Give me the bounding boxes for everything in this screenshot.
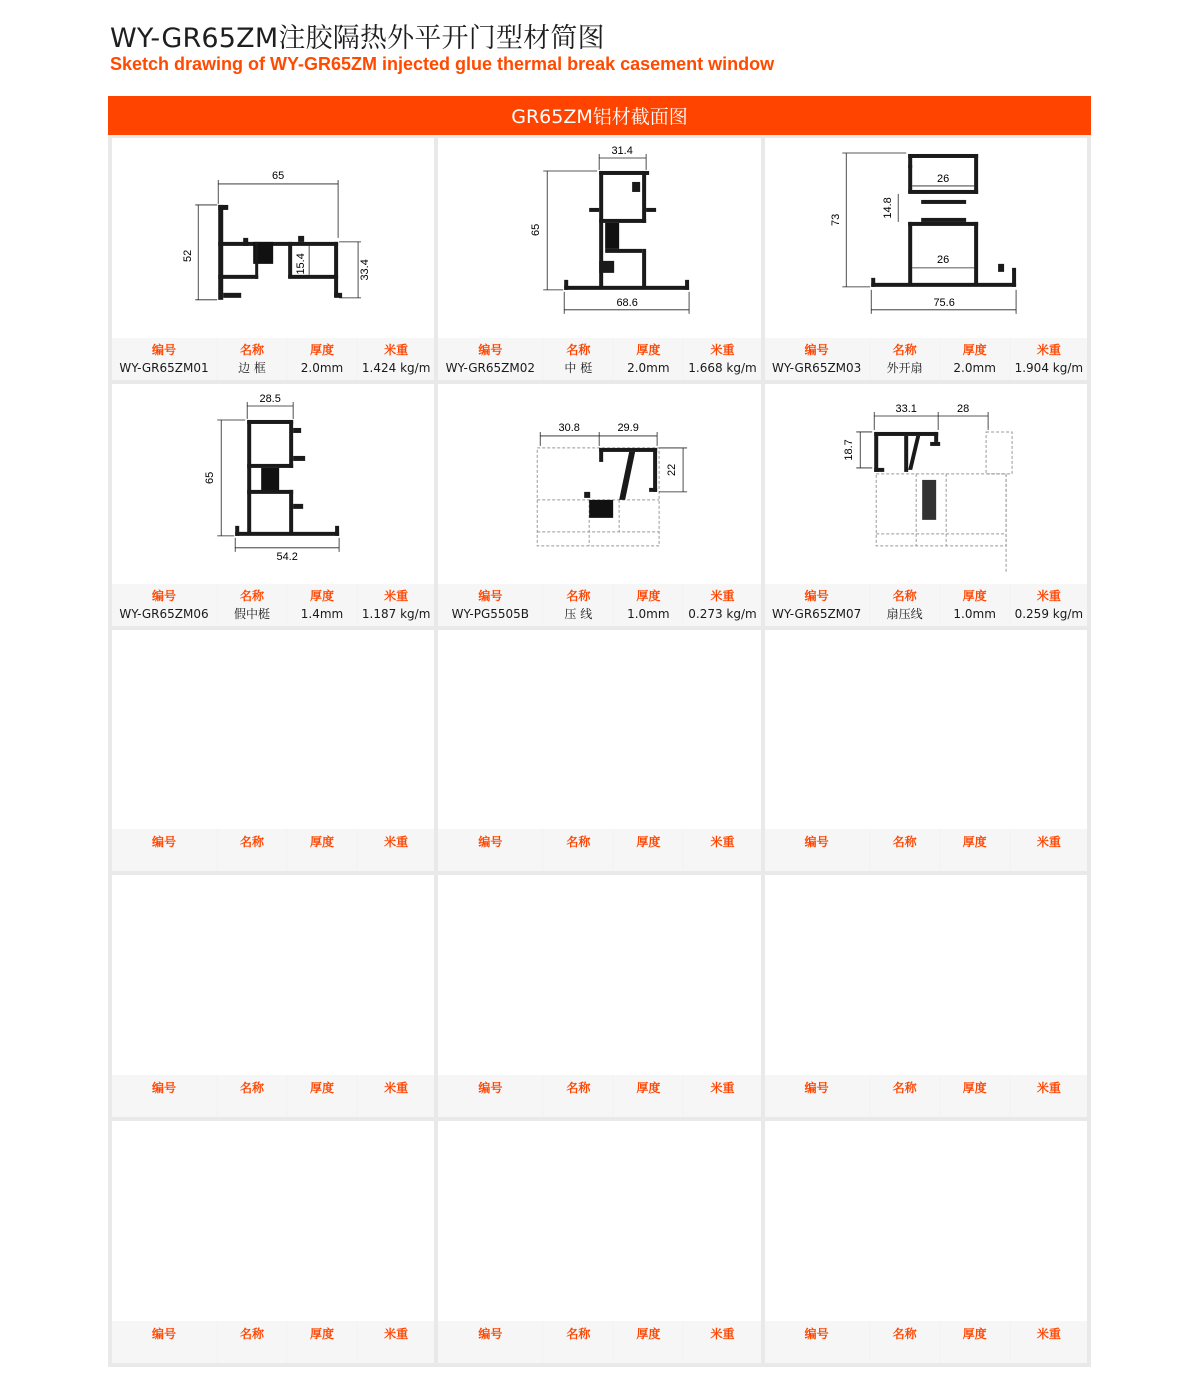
weight-header: 米重: [384, 1327, 409, 1341]
code-header: 编号: [478, 342, 503, 357]
dim-label: 65: [204, 471, 217, 484]
name-header: 名称: [892, 342, 917, 357]
thickness-value: 1.4mm: [300, 606, 344, 621]
profile-info-row: [438, 338, 760, 380]
name-header: 名称: [566, 342, 591, 357]
dim-label: 68.6: [616, 296, 639, 309]
name-header: 名称: [239, 1081, 264, 1096]
dim-label: 65: [272, 169, 285, 182]
weight-header: 米重: [710, 1327, 735, 1341]
weight-header: 米重: [710, 835, 735, 850]
code-header: 编号: [478, 835, 503, 850]
weight-header: 米重: [1036, 1081, 1061, 1096]
dim-label: 26: [936, 253, 949, 266]
dim-label: 28.5: [259, 392, 281, 405]
weight-header: 米重: [1036, 835, 1061, 850]
thickness-header: 厚度: [636, 342, 661, 357]
dim-label: 22: [666, 463, 679, 476]
thickness-header: 厚度: [309, 1081, 334, 1096]
thickness-value: 2.0mm: [953, 360, 996, 375]
weight-header: 米重: [1036, 588, 1061, 603]
thickness-value: 1.0mm: [627, 606, 670, 621]
weight-value: 1.424 kg/m: [361, 360, 431, 375]
empty-profile-card: [765, 630, 1087, 872]
profile-info-row: [112, 584, 434, 626]
dim-label: 52: [182, 249, 195, 262]
name-value: 外开扇: [886, 360, 923, 375]
name-value: 边 框: [238, 360, 266, 375]
dim-label: 33.4: [359, 259, 372, 281]
code-value: WY-GR65ZM03: [772, 360, 862, 375]
dim-label: 75.6: [933, 296, 955, 309]
code-header: 编号: [478, 1327, 503, 1341]
profile-sketch-07: [765, 384, 1087, 584]
weight-header: 米重: [710, 588, 735, 603]
weight-header: 米重: [710, 342, 735, 357]
profile-info-row: [765, 584, 1087, 626]
section-banner: [108, 96, 1091, 135]
profile-card: [438, 138, 760, 380]
name-value: 中 梃: [564, 360, 593, 375]
profile-card: [112, 384, 434, 626]
dim-label: 30.8: [558, 421, 581, 434]
profile-sketch-03: [765, 138, 1087, 338]
profile-info-row: [438, 584, 760, 626]
code-header: 编号: [804, 835, 829, 850]
dim-label: 28: [956, 402, 969, 415]
name-header: 名称: [566, 835, 591, 850]
dim-label: 54.2: [276, 550, 298, 563]
weight-value: 1.904 kg/m: [1014, 360, 1084, 375]
profile-card: [765, 384, 1087, 626]
weight-header: 米重: [384, 1081, 409, 1096]
profile-drawing: [438, 384, 760, 584]
dim-label: 31.4: [611, 144, 634, 157]
thickness-header: 厚度: [309, 342, 334, 357]
profile-sketch-06: [112, 384, 434, 584]
empty-profile-card: [765, 1121, 1087, 1363]
weight-value: 1.187 kg/m: [361, 606, 431, 621]
profile-sketch-pg5505b: [438, 384, 760, 584]
code-value: WY-GR65ZM01: [119, 360, 209, 375]
weight-header: 米重: [1036, 342, 1061, 357]
code-header: 编号: [151, 342, 176, 357]
name-value: 扇压线: [886, 606, 923, 621]
page-title: WY-GR65ZM注胶隔热外平开门型材简图: [110, 23, 605, 54]
profile-drawing: [112, 138, 434, 338]
profile-card: [112, 138, 434, 380]
thickness-header: 厚度: [962, 1327, 987, 1341]
profile-card: [765, 138, 1087, 380]
thickness-header: 厚度: [309, 835, 334, 850]
dim-label: 26: [936, 172, 949, 185]
thickness-value: 1.0mm: [953, 606, 996, 621]
weight-value: 0.273 kg/m: [688, 606, 757, 621]
thickness-header: 厚度: [962, 342, 987, 357]
page-subtitle: Sketch drawing of WY-GR65ZM injected glue thermal break casement window: [110, 54, 775, 74]
thickness-header: 厚度: [309, 588, 334, 603]
dim-label: 73: [829, 213, 842, 227]
empty-profile-card: [438, 1121, 760, 1363]
name-header: 名称: [892, 835, 917, 850]
dim-label: 65: [530, 223, 543, 237]
name-header: 名称: [892, 1327, 917, 1341]
weight-value: 1.668 kg/m: [688, 360, 757, 375]
name-header: 名称: [239, 588, 264, 603]
thickness-header: 厚度: [636, 1081, 661, 1096]
code-header: 编号: [804, 588, 829, 603]
empty-profile-card: [112, 630, 434, 872]
dim-label: 14.8: [881, 197, 894, 219]
thickness-header: 厚度: [962, 588, 987, 603]
code-value: WY-PG5505B: [451, 606, 530, 621]
name-header: 名称: [239, 342, 264, 357]
profile-info-row: [112, 338, 434, 380]
weight-value: 0.259 kg/m: [1014, 606, 1084, 621]
code-value: WY-GR65ZM06: [119, 606, 209, 621]
weight-header: 米重: [1036, 1327, 1061, 1341]
profile-sketch-01: [112, 138, 434, 338]
dim-label: 15.4: [295, 253, 308, 275]
thickness-header: 厚度: [636, 835, 661, 850]
dim-label: 18.7: [842, 439, 855, 461]
code-header: 编号: [804, 1327, 829, 1341]
profile-grid: [108, 135, 1091, 1367]
name-header: 名称: [566, 588, 591, 603]
code-header: 编号: [151, 835, 176, 850]
name-header: 名称: [239, 835, 264, 850]
banner-label: GR65ZM铝材截面图: [511, 106, 688, 128]
empty-profile-card: [112, 1121, 434, 1363]
name-header: 名称: [566, 1081, 591, 1096]
name-value: 压 线: [564, 606, 593, 621]
profile-drawing: [765, 384, 1087, 584]
thickness-value: 2.0mm: [627, 360, 670, 375]
thickness-header: 厚度: [636, 1327, 661, 1341]
code-header: 编号: [151, 1327, 176, 1341]
name-header: 名称: [892, 1081, 917, 1096]
weight-header: 米重: [710, 1081, 735, 1096]
code-value: WY-GR65ZM07: [772, 606, 862, 621]
code-header: 编号: [151, 588, 176, 603]
weight-header: 米重: [384, 588, 409, 603]
thickness-header: 厚度: [309, 1327, 334, 1341]
code-header: 编号: [478, 588, 503, 603]
name-header: 名称: [566, 1327, 591, 1341]
profile-drawing: [438, 138, 760, 338]
profile-sketch-02: [438, 138, 760, 338]
weight-header: 米重: [384, 835, 409, 850]
code-header: 编号: [478, 1081, 503, 1096]
code-header: 编号: [804, 342, 829, 357]
empty-profile-card: [438, 630, 760, 872]
thickness-header: 厚度: [636, 588, 661, 603]
thickness-value: 2.0mm: [300, 360, 344, 375]
dim-label: 29.9: [617, 421, 640, 434]
name-header: 名称: [892, 588, 917, 603]
thickness-header: 厚度: [962, 1081, 987, 1096]
profile-drawing: [112, 384, 434, 584]
profile-card: [438, 384, 760, 626]
profile-info-row: [765, 338, 1087, 380]
code-value: WY-GR65ZM02: [445, 360, 535, 375]
empty-profile-card: [765, 875, 1087, 1117]
code-header: 编号: [151, 1081, 176, 1096]
dim-label: 33.1: [895, 402, 917, 415]
profile-drawing: [765, 138, 1087, 338]
name-value: 假中梃: [233, 606, 270, 621]
weight-header: 米重: [384, 342, 409, 357]
empty-profile-card: [112, 875, 434, 1117]
thickness-header: 厚度: [962, 835, 987, 850]
empty-profile-card: [438, 875, 760, 1117]
name-header: 名称: [239, 1327, 264, 1341]
code-header: 编号: [804, 1081, 829, 1096]
